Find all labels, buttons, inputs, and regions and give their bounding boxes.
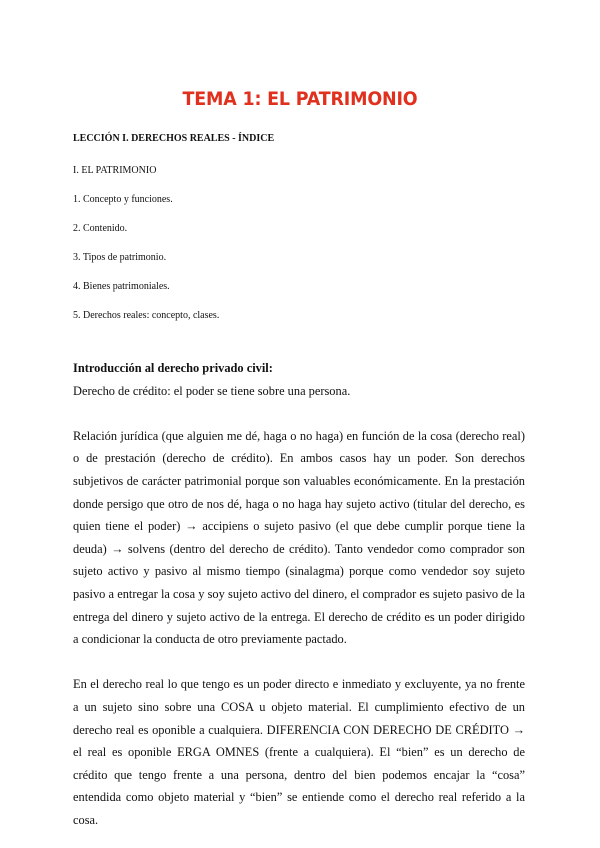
index-section: I. EL PATRIMONIO bbox=[73, 165, 157, 176]
intro-definition: Derecho de crédito: el poder se tiene sobre una persona. bbox=[73, 383, 351, 398]
index-item: 4. Bienes patrimoniales. bbox=[73, 281, 170, 292]
paragraph-relacion-juridica: Relación jurídica (que alguien me dé, haga o no haga) en función de la cosa (derecho real) o de prestación (derecho de crédito). En ambos casos hay un poder. Son derechos subjetivos de carácter patrimonial porque son valuables económicamente. En la prestación donde persigo que otro de nos dé, haga o no haga hay sujeto activo (titular del derecho, es quien tiene el poder) → accipiens o sujeto pasivo (el que debe cumplir porque tiene la deuda) → solvens (dentro del derecho de crédito). Tanto vendedor como comprador son sujeto activo y pasivo al mismo tiempo (sinalagma) porque como vendedor soy sujeto pasivo a entregar la cosa y soy sujeto activo del dinero, el comprador es sujeto pasivo de la entrega del dinero y sujeto activo de la entrega. El derecho de crédito es un poder dirigido a condicionar la conducta de otro previamente pactado. bbox=[73, 428, 525, 647]
index-item: 5. Derechos reales: concepto, clases. bbox=[73, 310, 220, 321]
index-item: 3. Tipos de patrimonio. bbox=[73, 252, 167, 263]
paragraph-derecho-real: En el derecho real lo que tengo es un poder directo e inmediato y excluyente, ya no frente a un sujeto sino sobre una COSA u objeto material. El cumplimiento efectivo de un derecho real es oponible a cualquiera. DIFERENCIA CON DERECHO DE CRÉDITO → el real es oponible ERGA OMNES (frente a cualquiera). El “bien” es un derecho de crédito que tengo frente a una persona, dentro del bien podemos encajar la “cosa” entendida como objeto material y “bien” se entiende como el derecho real referido a la cosa. bbox=[73, 677, 525, 827]
lesson-index bbox=[73, 132, 533, 338]
paragraph-gap bbox=[73, 402, 525, 425]
index-heading: LECCIÓN I. DERECHOS REALES - ÍNDICE bbox=[73, 133, 275, 144]
intro-heading: Introducción al derecho privado civil: bbox=[73, 361, 273, 375]
document-title: TEMA 1: EL PATRIMONIO bbox=[182, 88, 418, 110]
index-item: 1. Concepto y funciones. bbox=[73, 194, 173, 205]
body-text bbox=[73, 357, 525, 831]
paragraph-gap bbox=[73, 651, 525, 674]
index-item: 2. Contenido. bbox=[73, 223, 128, 234]
